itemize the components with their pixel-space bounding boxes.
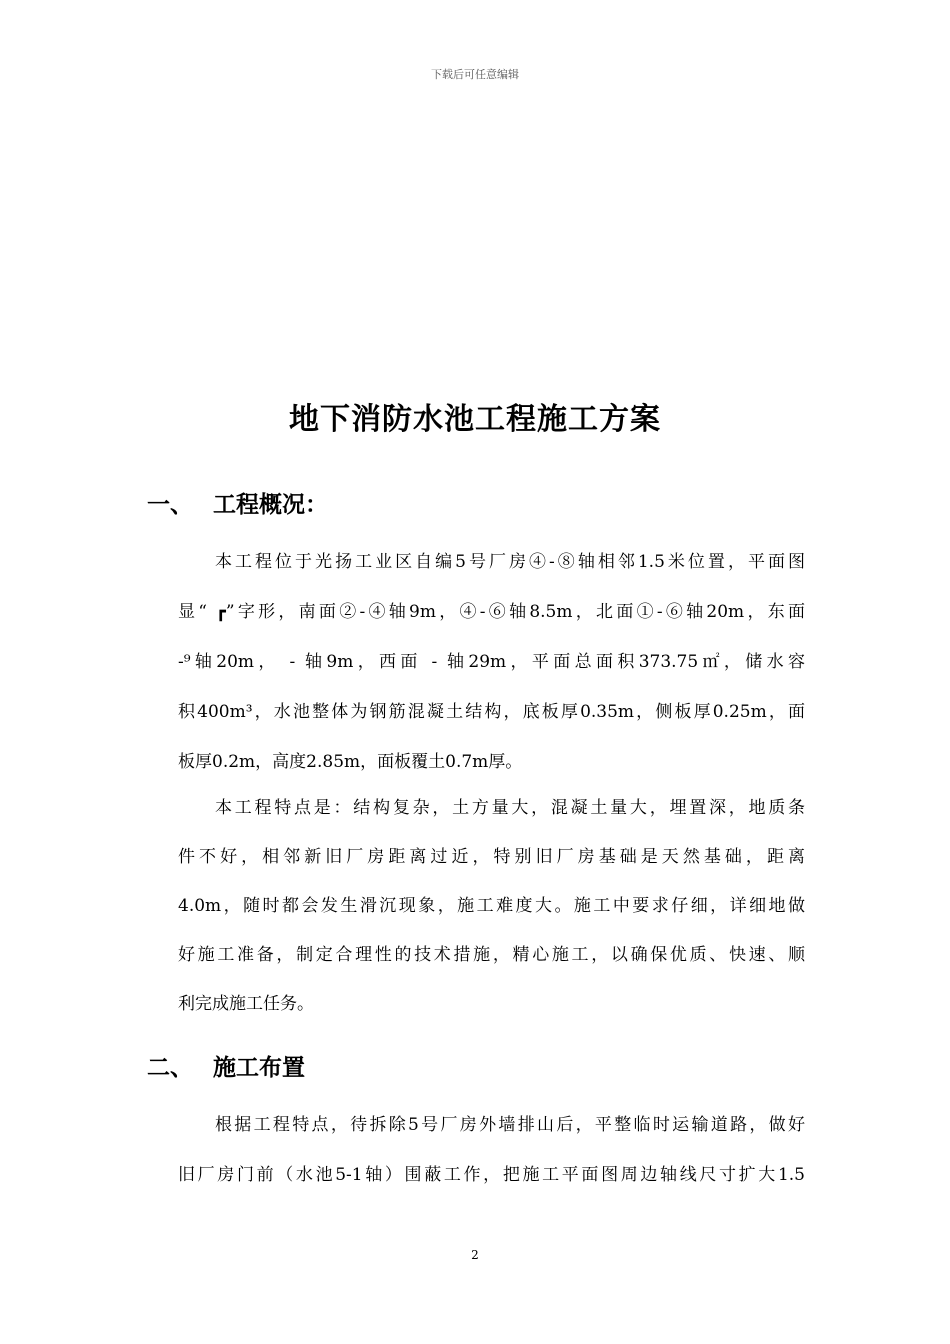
document-title: 地下消防水池工程施工方案 xyxy=(289,402,661,437)
paragraph-line: -⁹轴20m， - 轴9m，西面 - 轴29m，平面总面积373.75㎡，储水容 xyxy=(178,652,805,672)
paragraph-line: 本工程特点是：结构复杂，土方量大，混凝土量大，埋置深，地质条 xyxy=(215,798,805,818)
paragraph-line: 好施工准备，制定合理性的技术措施，精心施工，以确保优质、快速、顺 xyxy=(178,945,805,965)
section-number: 一、 xyxy=(147,492,193,518)
section-heading-overview xyxy=(147,486,328,519)
paragraph-line: 件不好，相邻新旧厂房距离过近，特别旧厂房基础是天然基础，距离 xyxy=(178,847,805,867)
section-heading-layout xyxy=(147,1049,305,1082)
section-title: 施工布置 xyxy=(213,1055,305,1081)
paragraph-line: 旧厂房门前（水池5-1轴）围蔽工作，把施工平面图周边轴线尺寸扩大1.5 xyxy=(178,1165,805,1185)
paragraph-line: 板厚0.2m，高度2.85m，面板覆土0.7m厚。 xyxy=(178,752,523,772)
page-number: 2 xyxy=(471,1248,479,1262)
paragraph-line: 利完成施工任务。 xyxy=(178,994,314,1014)
paragraph-line: 根据工程特点，待拆除5号厂房外墙排山后，平整临时运输道路，做好 xyxy=(215,1115,805,1135)
header-note: 下载后可任意编辑 xyxy=(431,68,519,81)
paragraph-line: 4.0m，随时都会发生滑沉现象，施工难度大。施工中要求仔细，详细地做 xyxy=(178,896,805,916)
section-title: 工程概况： xyxy=(213,492,328,518)
paragraph-line: 积400m³，水池整体为钢筋混凝土结构，底板厚0.35m，侧板厚0.25m，面 xyxy=(178,702,805,722)
paragraph-line: 本工程位于光扬工业区自编5号厂房④-⑧轴相邻1.5米位置，平面图 xyxy=(215,552,805,572)
section-number: 二、 xyxy=(147,1055,193,1081)
paragraph-line: 显“ ┏”字形，南面②-④轴9m，④-⑥轴8.5m，北面①-⑥轴20m，东面 xyxy=(178,602,805,622)
